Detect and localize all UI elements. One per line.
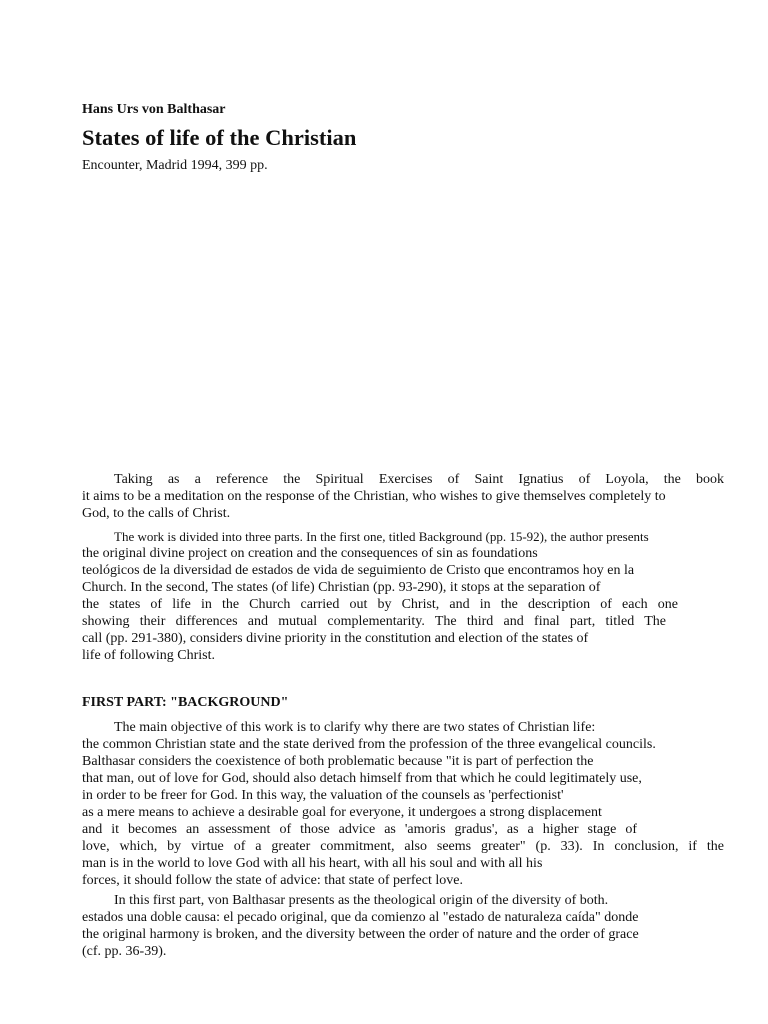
- text-line: that man, out of love for God, should also detach himself from that which he could legitimately use,: [82, 771, 642, 786]
- publication-info: Encounter, Madrid 1994, 399 pp.: [82, 158, 268, 173]
- text-line: man is in the world to love God with all his heart, with all his soul and with all his: [82, 856, 543, 871]
- text-line: teológicos de la diversidad de estados de vida de seguimiento de Cristo que encontramos hoy en la: [82, 563, 635, 578]
- text-line: Church. In the second, The states (of life) Christian (pp. 93-290), it stops at the separation of: [82, 580, 601, 595]
- text-line: (cf. pp. 36-39).: [82, 944, 167, 959]
- text-line: showing their differences and mutual complementarity. The third and final part, titled The: [82, 614, 666, 629]
- intro-paragraph-1: [82, 471, 724, 522]
- text-line: it aims to be a meditation on the response of the Christian, who wishes to give themselves completely to: [82, 489, 666, 504]
- text-line: God, to the calls of Christ.: [82, 506, 231, 521]
- text-line: the states of life in the Church carried out by Christ, and in the description of each one: [82, 597, 678, 612]
- text-line: in order to be freer for God. In this way, the valuation of the counsels as 'perfectionist': [82, 788, 564, 803]
- text-line: Taking as a reference the Spiritual Exercises of Saint Ignatius of Loyola, the book: [114, 472, 724, 487]
- text-line: Balthasar considers the coexistence of both problematic because "it is part of perfection the: [82, 754, 594, 769]
- book-title: States of life of the Christian: [82, 125, 357, 150]
- text-line: In this first part, von Balthasar presents as the theological origin of the diversity of both.: [114, 893, 609, 908]
- text-line: love, which, by virtue of a greater commitment, also seems greater" (p. 33). In conclusion, if the: [82, 839, 724, 854]
- text-line: The main objective of this work is to clarify why there are two states of Christian life:: [114, 720, 596, 735]
- intro-paragraph-2: [82, 528, 724, 664]
- section-heading: FIRST PART: "BACKGROUND": [82, 695, 289, 710]
- text-line: and it becomes an assessment of those advice as 'amoris gradus', as a higher stage of: [82, 822, 637, 837]
- text-line: the original divine project on creation and the consequences of sin as foundations: [82, 546, 538, 561]
- text-line: estados una doble causa: el pecado original, que da comienzo al "estado de naturaleza caída" donde: [82, 910, 639, 925]
- text-line: as a mere means to achieve a desirable goal for everyone, it undergoes a strong displacement: [82, 805, 602, 820]
- author-name: Hans Urs von Balthasar: [82, 102, 226, 117]
- text-line: the original harmony is broken, and the diversity between the order of nature and the order of grace: [82, 927, 639, 942]
- text-line: the common Christian state and the state derived from the profession of the three evangelical councils.: [82, 737, 656, 752]
- section1-paragraph-2: [82, 892, 724, 960]
- text-line: life of following Christ.: [82, 648, 215, 663]
- text-line: The work is divided into three parts. In the first one, titled Background (pp. 15-92), the author presents: [114, 529, 649, 544]
- section1-paragraph-1: [82, 719, 724, 889]
- text-line: forces, it should follow the state of advice: that state of perfect love.: [82, 873, 463, 888]
- text-line: call (pp. 291-380), considers divine priority in the constitution and election of the states of: [82, 631, 589, 646]
